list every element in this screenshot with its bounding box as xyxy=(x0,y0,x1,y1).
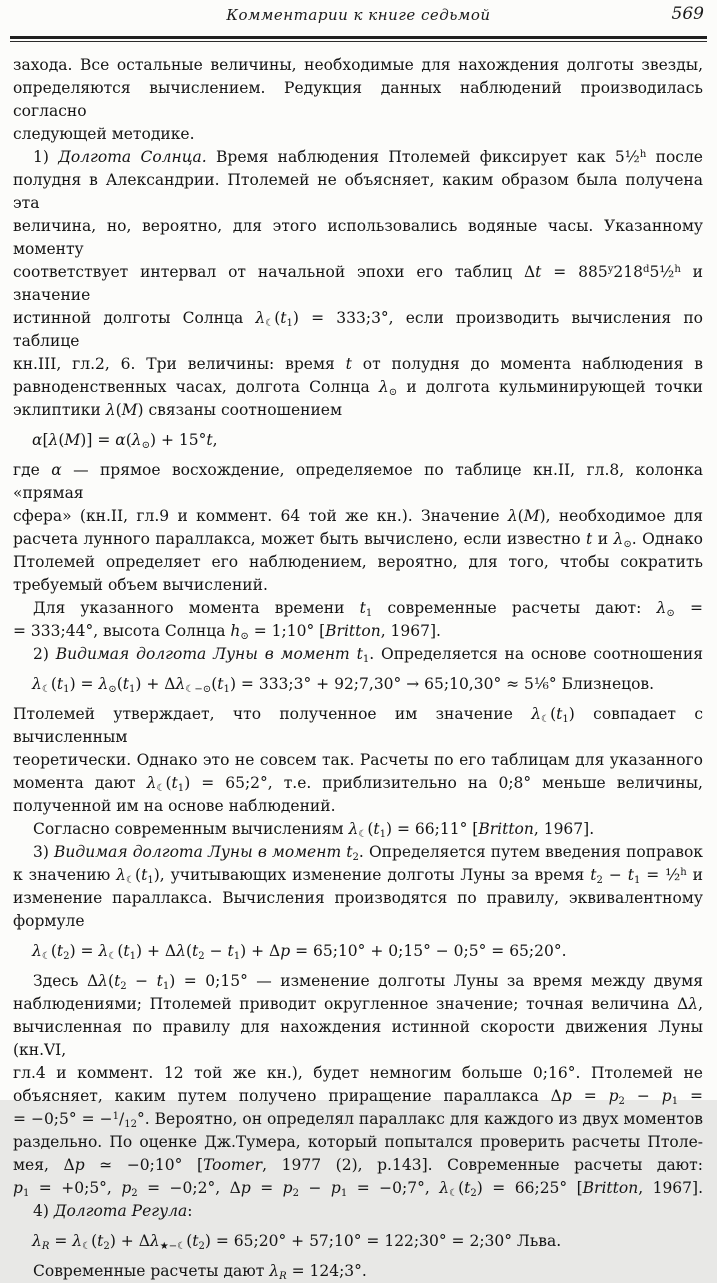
text-line-8: истинной долготы Солнца $\lambda_☾(t_1)$ = 333;3°, если производить вычисления по таблице xyxy=(13,309,703,350)
text-line-34: вычисленная по правилу для нахождения истинной скорости движения Луны (кн.VI, xyxy=(13,1018,703,1059)
text-line-38: раздельно. По оценке Дж.Тумера, который попытался проверить расчеты Птоле- xyxy=(13,1133,703,1151)
page-number: 569 xyxy=(671,4,704,24)
text-line-25: полученной им на основе наблюдений. xyxy=(13,797,336,815)
text-line-6: величина, но, вероятно, для этого использовались водяные часы. Указанному моменту xyxy=(13,217,703,258)
text-line-19: = 333;44°, высота Солнца $h_⊙$ = 1;10° [Britton, 1967]. xyxy=(13,622,441,643)
text-line-22: Птолемей утверждает, что полученное им значение $\lambda_☾(t_1)$ совпадает с вычисленным xyxy=(13,705,703,746)
text-line-23: теоретически. Однако это не совсем так. Расчеты по его таблицам для указанного xyxy=(13,751,703,769)
text-line-28: к значению $\lambda_☾(t_1)$, учитывающих изменение долготы Луны за время $t_2 - t_1$ = ½$^h$ и xyxy=(13,866,703,887)
page-header xyxy=(0,0,717,32)
body-text xyxy=(0,42,717,1283)
text-line-9: кн.III, гл.2, 6. Три величины: время t от полудня до момента наблюдения в xyxy=(13,355,703,373)
text-line-26: Согласно современным вычислениям $\lambda_☾(t_1)$ = 66;11° [Britton, 1967]. xyxy=(33,820,595,841)
text-line-35: гл.4 и коммент. 12 той же кн.), будет немногим больше 0;16°. Птолемей не xyxy=(13,1064,703,1082)
text-line-36: объясняет, каким путем получено приращение параллакса $\Delta p = p_2 - p_1$ = xyxy=(13,1087,703,1108)
text-line-16: Птолемей определяет его наблюдением, вероятно, для того, чтобы сократить xyxy=(13,553,703,571)
text-line-20: 2) Видимая долгота Луны в момент $t_1$. Определяется на основе соотношения xyxy=(33,645,703,666)
text-line-7: соответствует интервал от начальной эпохи его таблиц $\Delta t = 885^y218^d5\frac{1}{2}^h$ и значение xyxy=(13,263,703,304)
formula-line-21: $\lambda_☾(t_1) = \lambda_⊙(t_1) + \Delta\lambda_{☾-⊙}(t_1)$ = 333;3° + 92;7,30° → 65;10,30° ≈ 5⅙° Близнецов. xyxy=(32,675,655,696)
text-line-14: сфера» (кн.II, гл.9 и коммент. 64 той же кн.). Значение λ(M), необходимое для xyxy=(13,507,703,525)
text-line-43: Современные расчеты дают $\lambda_R$ = 124;3°. xyxy=(33,1262,367,1283)
running-title: Комментарии к книге седьмой xyxy=(226,6,491,24)
text-line-39: мея, Δp ≃ −0;10° [Toomer, 1977 (2), p.143]. Современные расчеты дают: xyxy=(13,1156,703,1174)
text-line-18: Для указанного момента времени $t_1$ современные расчеты дают: $\lambda_⊙$ = xyxy=(33,599,703,620)
text-line-17: требуемый объем вычислений. xyxy=(13,576,268,594)
text-line-15: расчета лунного параллакса, может быть вычислено, если известно t и $\lambda_⊙$. Однако xyxy=(13,530,703,551)
text-line-30: формуле xyxy=(13,912,85,930)
text-line-4: 1) Долгота Солнца. Время наблюдения Птолемей фиксирует как 5½$^h$ после xyxy=(33,148,703,166)
text-line-3: следующей методике. xyxy=(13,125,195,143)
text-line-27: 3) Видимая долгота Луны в момент $t_2$. Определяется путем введения поправок xyxy=(33,843,703,864)
text-line-32: Здесь $\Delta\lambda(t_2 - t_1)$ = 0;15° — изменение долготы Луны за время между двумя xyxy=(33,972,703,993)
text-line-1: захода. Все остальные величины, необходимые для нахождения долготы звезды, xyxy=(13,56,703,74)
formula-line-42: $\lambda_R = \lambda_☾(t_2) + \Delta\lambda_{★-☾}(t_2)$ = 65;20° + 57;10° = 122;30° = 2;30° Льва. xyxy=(32,1232,562,1253)
text-line-33: наблюдениями; Птолемей приводит округленное значение; точная величина Δλ, xyxy=(13,995,703,1013)
text-line-24: момента дают $\lambda_☾(t_1)$ = 65;2°, т.е. приблизительно на 0;8° меньше величины, xyxy=(13,774,703,795)
text-line-37: = −0;5° = $-^1/_{12}^\circ$. Вероятно, он определял параллакс для каждого из двух моментов xyxy=(13,1110,703,1131)
formula-line-31: $\lambda_☾(t_2) = \lambda_☾(t_1) + \Delta\lambda(t_2 - t_1) + \Delta p$ = 65;10° + 0;15° − 0;5° = 65;20°. xyxy=(32,942,567,963)
text-line-13: где α — прямое восхождение, определяемое по таблице кн.II, гл.8, колонка «прямая xyxy=(13,461,704,502)
text-line-5: полудня в Александрии. Птолемей не объясняет, каким образом была получена эта xyxy=(13,171,703,212)
text-line-10: равноденственных часах, долгота Солнца $\lambda_⊙$ и долгота кульминирующей точки xyxy=(13,378,703,399)
text-line-11: эклиптики λ(M) связаны соотношением xyxy=(13,401,343,419)
text-line-2: определяются вычислением. Редукция данных наблюдений производилась согласно xyxy=(13,79,703,120)
text-line-40: $p_1$ = +0;5°, $p_2$ = −0;2°, $\Delta p = p_2 - p_1$ = −0;7°, $\lambda_☾(t_2)$ = 66;25° [Britton, 1967]. xyxy=(13,1179,704,1200)
text-line-41: 4) Долгота Регула: xyxy=(33,1202,193,1220)
text-line-29: изменение параллакса. Вычисления производятся по правилу, эквивалентному xyxy=(13,889,703,907)
formula-line-12: $\alpha[\lambda(M)] = \alpha(\lambda_⊙) + 15^\circ t$, xyxy=(32,431,218,452)
